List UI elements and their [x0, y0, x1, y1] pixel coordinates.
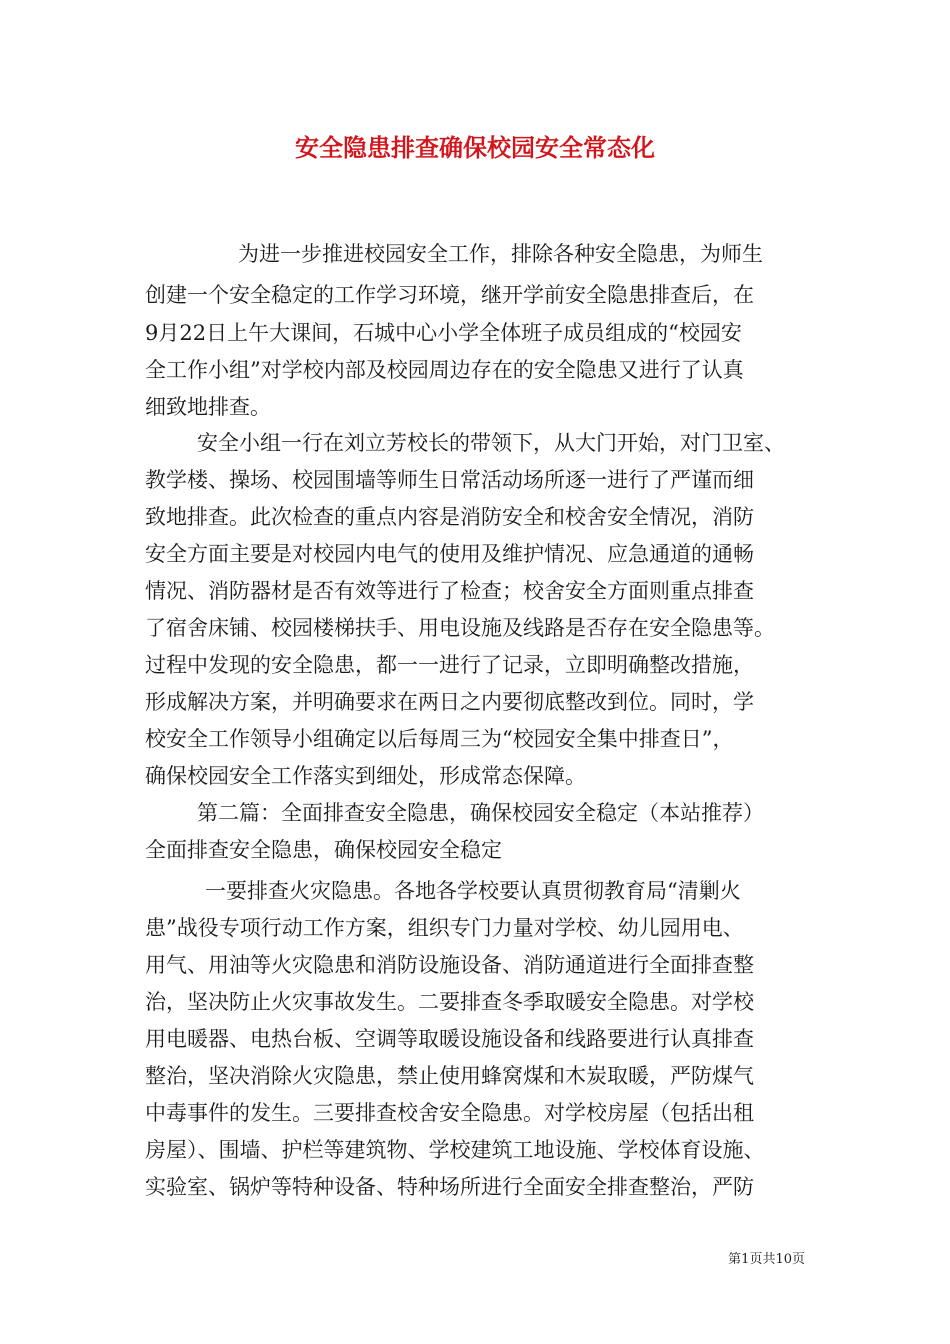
document-title: 安全隐患排查确保校园安全常态化: [295, 133, 655, 162]
text-line: 致地排查。此次检查的重点内容是消防安全和校舍安全情况，消防: [145, 505, 754, 529]
text-line: 用电暖器、电热台板、空调等取暖设施设备和线路要进行认真排查: [145, 1027, 754, 1051]
text-line: 实验室、锅炉等特种设备、特种场所进行全面安全排查整治，严防: [145, 1175, 754, 1199]
text-line: 整治，坚决消除火灾隐患，禁止使用蜂窝煤和木炭取暖，严防煤气: [145, 1064, 754, 1088]
text-line: 患”战役专项行动工作方案，组织专门力量对学校、幼儿园用电、: [145, 916, 744, 940]
text-line: 为进一步推进校园安全工作，排除各种安全隐患，为师生: [238, 242, 763, 266]
text-line: 安全方面主要是对校园内电气的使用及维护情况、应急通道的通畅: [145, 542, 754, 566]
text-line: 创建一个安全稳定的工作学习环境，继开学前安全隐患排查后，在: [145, 283, 754, 307]
text-line: 用气、用油等火灾隐患和消防设施设备、消防通道进行全面排查整: [145, 953, 754, 977]
text-line: 房屋）、围墙、护栏等建筑物、学校建筑工地设施、学校体育设施、: [145, 1138, 765, 1162]
text-line: 治，坚决防止火灾事故发生。二要排查冬季取暖安全隐患。对学校: [145, 990, 754, 1014]
text-line: 形成解决方案，并明确要求在两日之内要彻底整改到位。同时，学: [145, 690, 754, 714]
section-subheading: 全面排查安全隐患，确保校园安全稳定: [145, 838, 502, 862]
text-line: 9月22日上午大课间，石城中心小学全体班子成员组成的“校园安: [145, 321, 742, 345]
text-line: 中毒事件的发生。三要排查校舍安全隐患。对学校房屋（包括出租: [145, 1101, 754, 1125]
text-line: 过程中发现的安全隐患，都一一进行了记录，立即明确整改措施，: [145, 653, 754, 677]
text-line: 了宿舍床铺、校园楼梯扶手、用电设施及线路是否存在安全隐患等。: [145, 616, 775, 640]
text-line: 全工作小组”对学校内部及校园周边存在的安全隐患又进行了认真: [145, 358, 744, 382]
page-number: 第1页共10页: [728, 1252, 805, 1267]
text-line: 安全小组一行在刘立芳校长的带领下，从大门开始，对门卫室、: [197, 431, 785, 455]
text-line: 情况、消防器材是否有效等进行了检查；校舍安全方面则重点排查: [145, 579, 754, 603]
text-line: 细致地排查。: [145, 395, 271, 419]
text-line: 教学楼、操场、校园围墙等师生日常活动场所逐一进行了严谨而细: [145, 468, 754, 492]
text-line: 一要排查火灾隐患。各地各学校要认真贯彻教育局“清剿火: [205, 879, 741, 903]
text-line: 确保校园安全工作落实到细处，形成常态保障。: [145, 764, 586, 788]
section-heading: 第二篇：全面排查安全隐患，确保校园安全稳定（本站推荐）: [197, 801, 764, 825]
text-line: 校安全工作领导小组确定以后每周三为“校园安全集中排查日”，: [145, 727, 734, 751]
